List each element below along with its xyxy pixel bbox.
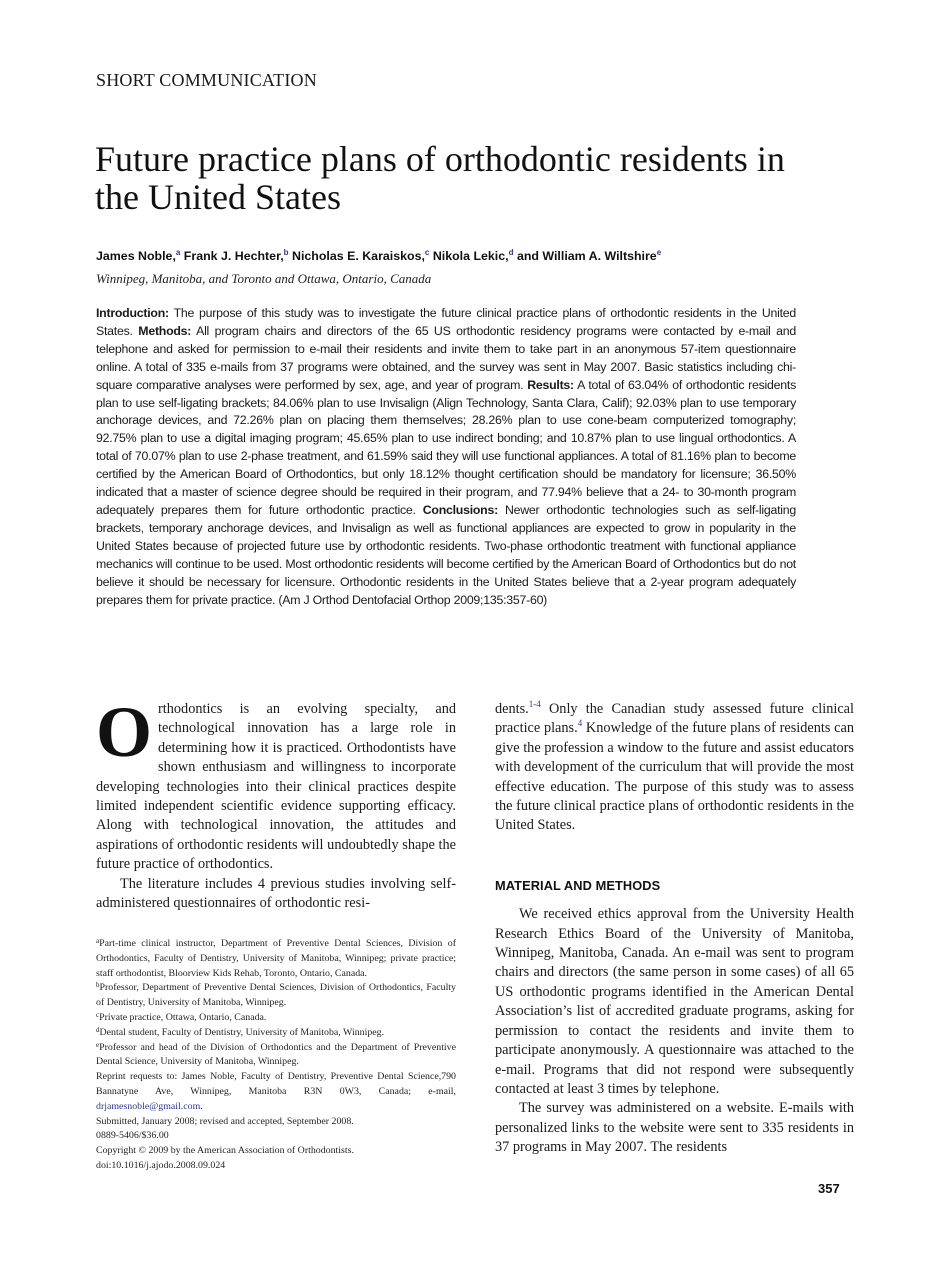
abstract-intro-text: The purpose of this study was to investigate the future clinical practice plans of orthodontic residents in the United States. bbox=[96, 306, 796, 338]
paragraph-text: Only the Canadian study assessed future clinical practice plans. bbox=[495, 701, 854, 737]
footnote-marker: a bbox=[96, 937, 100, 945]
abstract-intro-label: Introduction: bbox=[96, 306, 169, 320]
body-paragraph: We received ethics approval from the University Health Research Ethics Board of the University of Manitoba, Winnipeg, Manitoba, Canada. An e-mail was sent to program chairs and directors (the same person in some cases) of all 65 US orthodontic programs identified in the American Dental Association’s list of accredited graduate programs, asking for permission to contact the residents and invite them to participate anonymously. A questionnaire was attached to the e-mail. Programs that did not respond were subsequently contacted at least 3 times by telephone. bbox=[495, 906, 854, 1097]
footnote-marker: b bbox=[96, 981, 100, 990]
section-label: SHORT COMMUNICATION bbox=[96, 70, 317, 90]
affiliation-line: Winnipeg, Manitoba, and Toronto and Ottawa, Ontario, Canada bbox=[96, 271, 432, 286]
copyright: Copyright © 2009 by the American Association of Orthodontists. bbox=[96, 1145, 354, 1157]
abstract bbox=[96, 305, 796, 609]
doi[interactable]: doi:10.1016/j.ajodo.2008.09.024 bbox=[96, 1159, 226, 1171]
abstract-results-label: Results: bbox=[527, 377, 574, 392]
footnote-text: Private practice, Ottawa, Ontario, Canada. bbox=[99, 1011, 267, 1023]
footnote-marker: d bbox=[96, 1025, 100, 1034]
abstract-conclusions-label: Conclusions: bbox=[422, 502, 498, 517]
citation-ref[interactable]: 1-4 bbox=[528, 699, 541, 709]
footnote bbox=[96, 1011, 456, 1026]
footnote-text: Professor, Department of Preventive Dental Sciences, Division of Orthodontics, Faculty of Dentistry, University of Manitoba, Winnipeg. bbox=[96, 982, 456, 1009]
abstract-conclusions-text: Newer orthodontic technologies such as self-ligating brackets, temporary anchorage devices, and Invisalign as well as functional appliances are expected to grow in popularity in the United States because of projected future use by orthodontic residents. Two-phase orthodontic treatment with functional appliance mechanics will continue to be used. Most orthodontic residents will become certified by the American Board of Orthodontics but do not believe it should be necessary for licensure. Orthodontic residents in the United States believe that a 2-year program adequately prepares them for private practice. (Am J Orthod Dentofacial Orthop 2009;135:357-60) bbox=[96, 502, 796, 607]
footnote bbox=[96, 1026, 456, 1041]
body-column-left bbox=[96, 692, 456, 913]
submission-dates: Submitted, January 2008; revised and accepted, September 2008. bbox=[96, 1115, 354, 1127]
email-link[interactable]: drjamesnoble@gmail.com bbox=[96, 1100, 201, 1112]
footnote bbox=[96, 981, 456, 1011]
author-name: James Noble, bbox=[96, 249, 176, 263]
affiliation-marker[interactable]: a bbox=[175, 248, 181, 257]
footnotes bbox=[96, 937, 456, 1174]
page-number: 357 bbox=[818, 1181, 840, 1196]
article-title: Future practice plans of orthodontic residents in the United States bbox=[95, 139, 785, 217]
author-name: Frank J. Hechter, bbox=[183, 249, 284, 263]
body-paragraph bbox=[495, 700, 854, 836]
author-name: Nikola Lekic, bbox=[432, 249, 509, 263]
body-column-right bbox=[495, 700, 854, 1158]
footnote-marker: e bbox=[96, 1040, 100, 1049]
footnote bbox=[96, 937, 456, 981]
abstract-results-text: A total of 63.04% of orthodontic residents plan to use self-ligating brackets; 84.06% plan to use Invisalign (Align Technology, Santa Clara, Calif); 92.03% plan to use temporary anchorage devices, and 72.26% plan on placing them themselves; 28.26% plan to use cone-beam computerized tomography; 92.75% plan to use a digital imaging program; 45.65% plan to use indirect bonding; and 10.87% plan to use lingual orthodontics. A total of 70.07% plan to use 2-phase treatment, and 61.59% said they will use functional appliances. A total of 81.16% plan to become certified by the American Board of Orthodontics, but only 18.12% thought certification should be mandatory for licensure; 36.50% indicated that a master of science degree should be required in their program, and 77.94% believe that a 24- to 30-month program adequately prepares them for future orthodontic practice. bbox=[96, 377, 796, 517]
email-suffix: . bbox=[200, 1100, 203, 1112]
reprint-requests bbox=[96, 1070, 456, 1114]
issn-price: 0889-5406/$36.00 bbox=[96, 1130, 169, 1142]
reprint-text: Reprint requests to: James Noble, Faculty of Dentistry, Preventive Dental Science,790 Bannatyne Ave, Winnipeg, Manitoba R3N 0W3, Canada; e-mail, bbox=[96, 1071, 456, 1097]
affiliation-marker[interactable]: b bbox=[283, 248, 289, 257]
body-paragraph: The survey was administered on a website. E-mails with personalized links to the website were sent to 335 residents in 37 programs in May 2007. The residents bbox=[495, 1100, 854, 1156]
abstract-methods-text: All program chairs and directors of the 65 US orthodontic residency programs were contacted by e-mail and telephone and asked for permission to e-mail their residents and invite them to take part in an anonymous 57-item questionnaire online. A total of 335 e-mails from 37 programs were obtained, and the survey was sent in May 2007. Basic statistics including chi-square comparative analyses were performed by sex, age, and year of program. bbox=[96, 323, 797, 392]
drop-cap: O bbox=[96, 692, 153, 772]
author-name: and William A. Wiltshire bbox=[516, 249, 657, 263]
footnote bbox=[96, 1041, 456, 1071]
citation-ref[interactable]: 4 bbox=[577, 718, 583, 729]
author-list bbox=[96, 249, 661, 263]
footnote-text: Part-time clinical instructor, Department of Preventive Dental Sciences, Division of Orthodontics, Faculty of Dentistry, University of Manitoba, Winnipeg; private practice; staff orthodontist, Bloorview Kids Rehab, Toronto, Ontario, Canada. bbox=[96, 938, 456, 979]
paragraph-text: dents. bbox=[495, 701, 529, 717]
body-paragraph bbox=[96, 692, 456, 875]
footnote-text: Professor and head of the Division of Orthodontics and the Department of Preventive Dental Science, University of Manitoba, Winnipeg. bbox=[96, 1041, 456, 1068]
footnote-text: Dental student, Faculty of Dentistry, University of Manitoba, Winnipeg. bbox=[99, 1026, 385, 1038]
affiliation-marker[interactable]: d bbox=[508, 248, 514, 257]
affiliation-marker[interactable]: e bbox=[656, 248, 662, 257]
abstract-methods-label: Methods: bbox=[138, 323, 192, 338]
body-paragraph: The literature includes 4 previous studies involving self-administered questionnaires of orthodontic resi- bbox=[96, 875, 456, 912]
affiliation-marker[interactable]: c bbox=[424, 248, 430, 257]
paragraph-text: Knowledge of the future plans of residents can give the profession a window to the future and assist educators with development of the curriculum that will provide the most effective education. The purpose of this study was to assess the future clinical practice plans of orthodontic residents in the United States. bbox=[495, 720, 854, 834]
paragraph-text: rthodontics is an evolving specialty, and technological innovation has a large role in determining how it is practiced. Orthodontists have shown enthusiasm and willingness to incorporate developing technologies into their clinical practices despite limited independent scientific evidence supporting efficacy. Along with technological innovation, the attitudes and aspirations of orthodontic residents will undoubtedly shape the future practice of orthodontics. bbox=[96, 701, 456, 873]
section-heading: MATERIAL AND METHODS bbox=[495, 877, 661, 893]
author-name: Nicholas E. Karaiskos, bbox=[292, 249, 425, 263]
footnote-marker: c bbox=[96, 1010, 100, 1019]
